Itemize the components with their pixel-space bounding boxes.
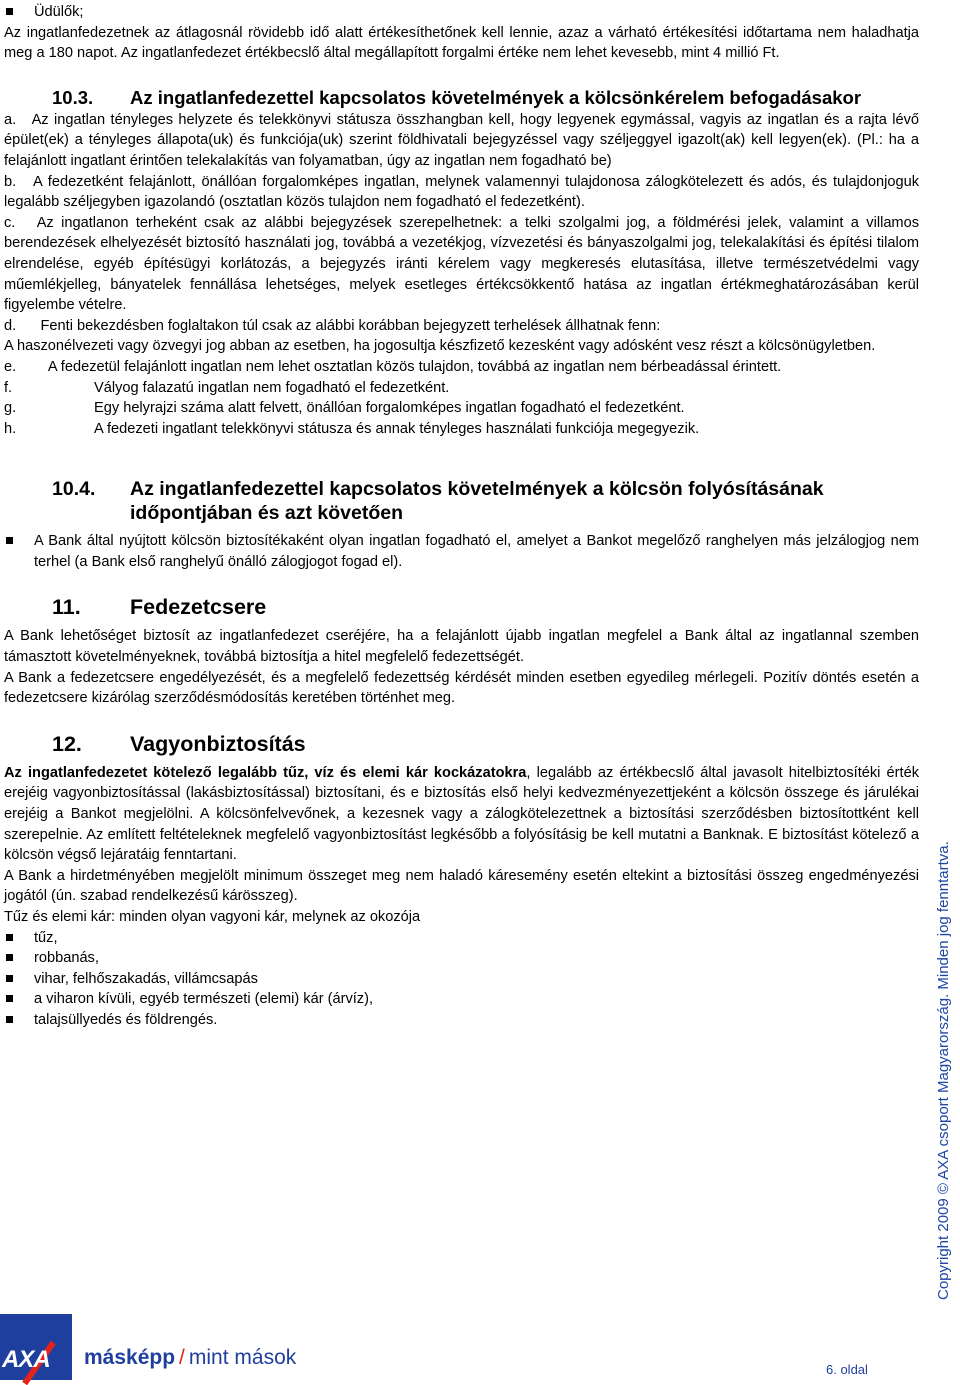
square-bullet-icon (6, 8, 13, 15)
square-bullet-icon (6, 1016, 13, 1023)
item-f: f. Vályog falazatú ingatlan nem fogadható el fedezetként. (4, 379, 450, 396)
section-10-3-heading: 10.3. Az ingatlanfedezettel kapcsolatos követelmények a kölcsönkérelem befogadásakor (52, 86, 862, 108)
section-12-heading: 12. Vagyonbiztosítás (52, 731, 306, 756)
square-bullet-icon (6, 995, 13, 1002)
square-bullet-icon (6, 975, 13, 982)
item-b: b. A fedezetként felajánlott, önállóan forgalomképes ingatlan, melynek valamennyi tulajdonosa zálogkötelezett és adós, és tulajdonjoguk legalább széljegyben igazolandó (osztatlan közös tulajdon nem fogadható el fedezetként). (4, 173, 919, 211)
section-11-heading: 11. Fedezetcsere (52, 595, 267, 620)
section-12-paragraph-2: A Bank a hirdetményében megjelölt minimum összeget meg nem haladó káresemény esetén eltekint a biztosítási összeg engedményezési jogától (ún. szabad rendelkezésű kárösszeg). (4, 867, 919, 905)
item-d: d. Fenti bekezdésben foglaltakon túl csak az alábbi korábban bejegyzett terhelések állhatnak fenn: (4, 317, 661, 334)
list-item: robbanás, (4, 948, 919, 969)
section-10-4-bullet: A Bank által nyújtott kölcsön biztosítékaként olyan ingatlan fogadható el, amelyet a Bankot megelőző ranghelyen más jelzálogjog nem terhel (a Bank első ranghelyű önálló zálogjogot fogad el). (4, 531, 919, 572)
list-item: vihar, felhőszakadás, villámcsapás (4, 969, 919, 990)
item-g: g. Egy helyrajzi száma alatt felvett, önállóan forgalomképes ingatlan fogadható el fedezetként. (4, 400, 685, 417)
bullet-udulok: Üdülők; (4, 2, 919, 23)
damage-list (4, 928, 919, 1031)
list-item: a viharon kívüli, egyéb természeti (elemi) kár (árvíz), (4, 989, 919, 1010)
copyright-vertical: Copyright 2009 © AXA csoport Magyarország. Minden jog fenntartva. (935, 841, 952, 1300)
page-number: 6. oldal (826, 1362, 868, 1377)
section-11-paragraph-1: A Bank lehetőséget biztosít az ingatlanfedezet cseréjére, ha a felajánlott újabb ingatlan megfelel a Bank által az ingatlannal szemben támasztott követelményeknek, továbbá biztosítja a hitel megfelelő fedezettségét. (4, 628, 919, 666)
item-h: h. A fedezeti ingatlant telekkönyvi státusza és annak tényleges használati funkciója megegyezik. (4, 420, 700, 437)
item-d-extra: A haszonélvezeti vagy özvegyi jog abban az esetben, ha jogosultja készfizető kezesként vagy adósként vesz részt a kölcsönügyletben. (4, 338, 876, 355)
section-12-paragraph-1: Az ingatlanfedezetet kötelező legalább tűz, víz és elemi kár kockázatokra, legalább az értékbecslő által javasolt hitelbiztosítéki érték erejéig vagyonbiztosítással (lakásbiztosítással) biztosítani, és e biztosítás első helyi kedvezményezettjeként a kölcsön összege és járulékai erejéig a Bankot megjelölni. A kölcsönfelvevőnek, a kezesnek vagy a zálogkötelezettnek a biztosítási szerződésben biztosítottként kell szerepelnie. Az említett feltételeknek megfelelő vagyonbiztosítást legkésőbb a folyósításig be kell mutatni a Banknak. E biztosítást kötelező a kölcsön végső lejáratáig fenntartani. (4, 764, 919, 864)
section-12-paragraph-3: Tűz és elemi kár: minden olyan vagyoni kár, melynek az okozója (4, 909, 421, 925)
item-c: c. Az ingatlanon terheként csak az alábbi bejegyzések szerepelhetnek: a telki szolgalmi jog, a földmérési jelek, valamint a villamos berendezések elhelyezését biztosító használati jog, továbbá a vezetékjog, vízvezetési és bányaszolgalmi jog, telekalakítási és építési tilalom elrendelése, egyéb építésügyi korlátozás, a bejegyzés iránti kérelem vagy megkeresés elutasítása, illetve természetvédelmi vagy műemlékjelleg, bányatelek fennállása lehetséges, melyek esetleges értékcsökkentő hatása az ingatlan értékmeghatározásában kerül figyelembe vételre. (4, 214, 920, 314)
section-11-paragraph-2: A Bank a fedezetcsere engedélyezését, és a megfelelő fedezettség kérdését minden esetben egyedileg mérlegeli. Pozitív döntés esetén a fedezetcsere kizárólag szerződésmódosítás keretében történhet meg. (4, 669, 919, 707)
axa-logo-icon: AXA (0, 1314, 72, 1380)
square-bullet-icon (6, 537, 13, 544)
square-bullet-icon (6, 934, 13, 941)
list-item: talajsüllyedés és földrengés. (4, 1010, 919, 1031)
section-10-3-list (4, 110, 919, 440)
footer-slogan: másképp / mint mások (84, 1346, 297, 1369)
section-10-4-heading: 10.4. Az ingatlanfedezettel kapcsolatos követelmények a kölcsön folyósításának időpontjában és azt követően (52, 478, 824, 525)
square-bullet-icon (6, 954, 13, 961)
udulok-paragraph: Az ingatlanfedezetnek az átlagosnál rövidebb idő alatt értékesíthetőnek kell lennie, azaz a várható értékesítési időtartama nem haladhatja meg a 180 napot. Az ingatlanfedezet értékbecslő által megállapított forgalmi értéke nem lehet kevesebb, mint 4 millió Ft. (4, 24, 919, 62)
document-body (4, 2, 919, 1031)
list-item: tűz, (4, 928, 919, 949)
item-a: a. Az ingatlan tényleges helyzete és telekkönyvi státusza összhangban kell, hogy legyenek egymással, vagyis az ingatlan és a rajta lévő épület(ek) a tényleges állapota(uk) és funkciója(uk) szerint földhivatali bejegyzéssel vagy széljeggyel igazolt(ak) kell legyen(ek). (Pl.: ha a felajánlott ingatlant érintően telekalakítás van folyamatban, úgy az ingatlan nem fogadható be) (4, 111, 920, 169)
item-e: e. A fedezetül felajánlott ingatlan nem lehet osztatlan közös tulajdon, továbbá az ingatlan nem bérbeadással érintett. (4, 358, 782, 375)
